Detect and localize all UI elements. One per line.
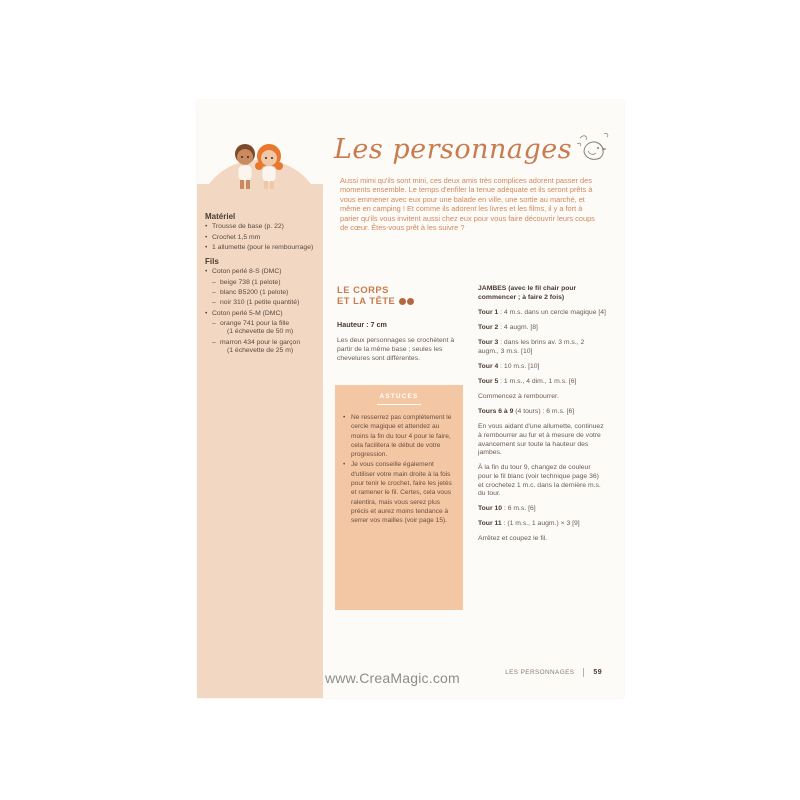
instruction-row [478,464,606,498]
page-footer [505,668,602,677]
instruction-row [478,520,606,529]
list-item: – blanc B5200 (1 pelote) [205,289,317,297]
instruction-row [478,363,606,372]
instruction-row [478,324,606,333]
instruction-row [478,535,606,544]
instruction-row [478,339,606,356]
row-label: Tour 1 [478,309,499,317]
row-label: Tour 2 [478,324,499,332]
list-item: – orange 741 pour la fille [205,320,317,328]
row-text: : 10 m.s. [10] [498,363,540,371]
intro-paragraph: Aussi mimi qu'ils sont mini, ces deux amis très complices adorent passer des moments ensemble. Le temps d'enfiler la tenue adéquate et ils seront prêts à vous emmener avec eux pour une balade en ville, une sortie au marché, et même en camping ! Et comme ils adorent les livres et les films, il y a fort à parier qu'ils vous invitent aussi chez eux pour vous faire découvrir leurs coups de cœur. Êtes-vous prêt à les suivre ? [340,176,595,233]
materiel-list [205,223,317,252]
row-text: : (1 m.s., 1 augm.) × 3 [9] [501,520,580,528]
section-title-corps [337,285,414,306]
list-item: • Trousse de base (p. 22) [205,223,317,231]
row-label: Tour 3 [478,339,499,347]
instruction-row [478,309,606,318]
bird-icon [574,130,614,164]
astuces-box [335,385,463,610]
row-label: Tour 11 [478,520,502,528]
list-item: – noir 310 (1 petite quantité) [205,299,317,307]
list-item: • Coton perlé 8-S (DMC) [205,268,317,276]
instruction-row [478,423,606,457]
difficulty-icon [399,298,406,305]
row-text: En vous aidant d'une allumette, continuez à rembourrer au fur et à mesure de votre avancement sur toute la hauteur des jambes. [478,423,604,457]
corps-title-line2: ET LA TÊTE [337,294,396,306]
footer-section: LES PERSONNAGES [505,669,575,677]
row-text: : 1 m.s., 4 dim., 1 m.s. [6] [498,378,577,386]
corps-paragraph: Les deux personnages se crochètent à partir de la même base ; seules les chevelures sont différentes. [337,337,455,362]
jambes-heading: JAMBES (avec le fil chair pour commencer ; à faire 2 fois) [478,285,577,301]
book-page [197,100,624,698]
list-item: (1 échevette de 25 m) [227,346,294,354]
row-text: : 6 m.s. [6] [502,505,536,513]
row-label: Tour 5 [478,378,499,386]
instruction-row [478,378,606,387]
row-text: : 4 m.s. dans un cercle magique [4] [498,309,606,317]
jambes-column [478,285,606,550]
difficulty-icon [407,298,414,305]
hauteur-label: Hauteur : 7 cm [337,320,387,329]
list-item: (1 échevette de 50 m) [227,328,294,336]
row-text: Commencez à rembourrer. [478,393,559,401]
instruction-row [478,505,606,514]
row-text: : dans les brins av. 3 m.s., 2 augm., 3 m.s. [10] [478,339,585,355]
row-text: Arrêtez et coupez le fil. [478,535,548,543]
list-item: • Je vous conseille également d'utiliser votre main droite à la fois pour tenir le crochet, faire les jetés et ramener le fil. Certes, cela vous ralentira, mais vous serez plus précis et aurez moins tendance à serrer vos mailles (voir page 15). [343,460,455,525]
materiel-heading: Matériel [205,212,236,221]
characters-illustration [223,136,293,194]
list-item: • Crochet 1,5 mm [205,234,317,242]
page-number: 59 [593,669,602,677]
row-label: Tour 4 [478,363,499,371]
list-item: • Coton perlé 5-M (DMC) [205,310,317,318]
list-item: • Ne resserrez pas complètement le cercle magique et attendez au moins la fin du tour 4 pour le faire, cela facilitera le début de votre progression. [343,413,455,459]
instruction-row [478,393,606,402]
watermark: www.CreaMagic.com [325,670,460,686]
page-title: Les personnages [334,134,573,165]
fils-heading: Fils [205,257,219,267]
corps-title-line1: LE CORPS [337,284,389,295]
row-text: (4 tours) : 6 m.s. [6] [513,408,575,416]
instruction-row [478,408,606,417]
list-item: – marron 434 pour le garçon [205,339,317,347]
row-text: : 4 augm. [8] [498,324,538,332]
fils-list [205,268,317,355]
row-text: À la fin du tour 9, changez de couleur pour le fil blanc (voir technique page 36) et crochetez 1 m.c. dans la dernière m.s. du tour. [478,464,601,498]
astuces-title: ASTUCES [379,393,419,400]
astuces-list [343,413,455,527]
list-item: – beige 738 (1 pelote) [205,279,317,287]
row-label: Tour 10 [478,505,503,513]
sidebar-content [205,213,317,361]
list-item: • 1 allumette (pour le rembourrage) [205,244,317,252]
astuces-divider [377,404,421,405]
footer-divider [583,668,584,677]
row-label: Tours 6 à 9 [478,408,514,416]
